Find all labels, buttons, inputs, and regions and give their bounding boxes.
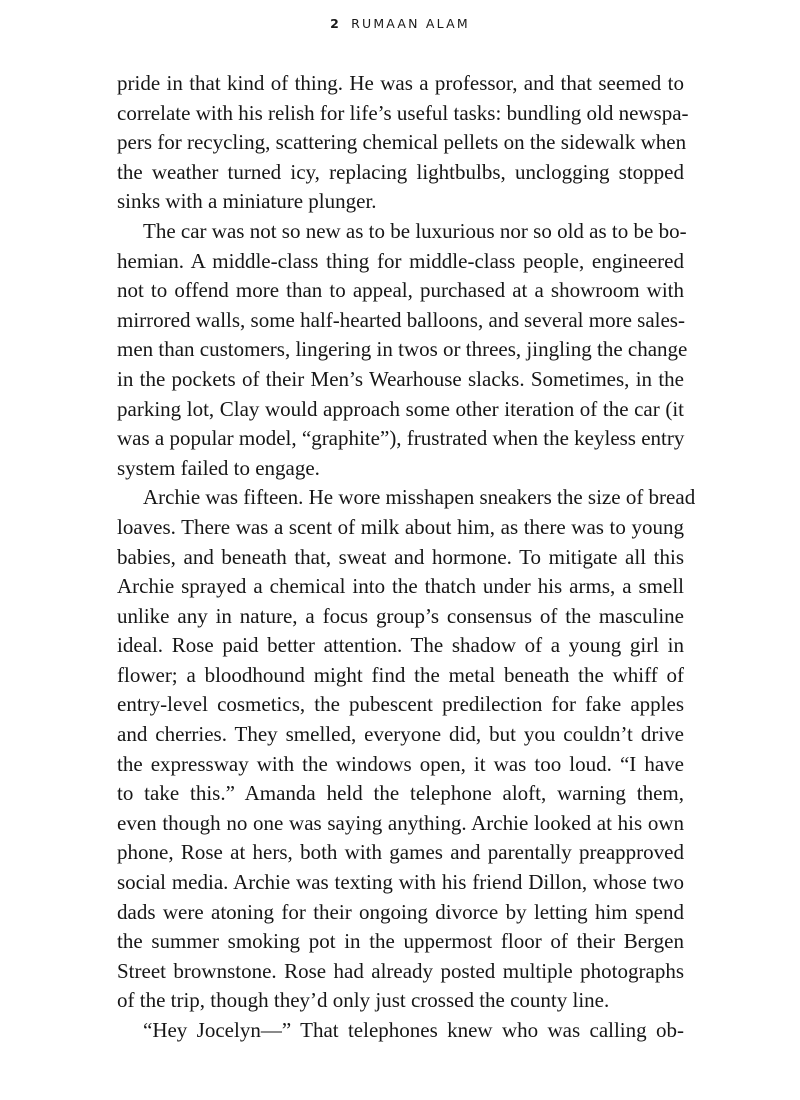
text-line: ideal. Rose paid better attention. The shadow of a young girl in [117, 633, 684, 658]
text-line: “Hey Jocelyn—” That telephones knew who was calling ob- [143, 1018, 684, 1042]
paragraph [117, 483, 696, 1016]
paragraph [117, 69, 689, 217]
text-line: Archie sprayed a chemical into the thatch under his arms, a smell [117, 574, 684, 599]
text-line: phone, Rose at hers, both with games and parentally preapproved [117, 840, 684, 865]
text-line: Archie was fifteen. He wore misshapen sneakers the size of bread [143, 485, 696, 510]
text-line: the expressway with the windows open, it was too loud. “I have [117, 751, 684, 776]
page-number: 2 [330, 16, 342, 31]
text-line: pride in that kind of thing. He was a professor, and that seemed to [117, 71, 684, 95]
text-line: even though no one was saying anything. Archie looked at his own [117, 810, 684, 835]
text-line: dads were atoning for their ongoing divorce by letting him spend [117, 899, 684, 924]
text-line: of the trip, though they’d only just crossed the county line. [117, 988, 610, 1013]
text-line: unlike any in nature, a focus group’s consensus of the masculine [117, 603, 684, 628]
text-line: not to offend more than to appeal, purchased at a showroom with [117, 278, 684, 303]
text-line: the weather turned icy, replacing lightbulbs, unclogging stopped [117, 159, 684, 184]
text-line: mirrored walls, some half-hearted balloons, and several more sales- [117, 307, 685, 332]
text-line: hemian. A middle-class thing for middle-class people, engineered [117, 248, 684, 273]
author-name: RUMAAN ALAM [351, 16, 470, 31]
running-head [0, 15, 800, 33]
text-line: babies, and beneath that, sweat and hormone. To mitigate all this [117, 544, 684, 569]
text-line: Street brownstone. Rose had already posted multiple photographs [117, 958, 684, 983]
text-line: flower; a bloodhound might find the metal beneath the whiff of [117, 662, 684, 687]
text-line: sinks with a miniature plunger. [117, 189, 377, 214]
text-line: loaves. There was a scent of milk about him, as there was to young [117, 514, 684, 539]
text-line: pers for recycling, scattering chemical pellets on the sidewalk when [117, 130, 687, 155]
text-line: men than customers, lingering in twos or threes, jingling the change [117, 337, 688, 362]
text-line: and cherries. They smelled, everyone did, but you couldn’t drive [117, 722, 684, 747]
text-line: in the pockets of their Men’s Wearhouse slacks. Sometimes, in the [117, 366, 684, 391]
text-line: the summer smoking pot in the uppermost floor of their Bergen [117, 929, 684, 954]
text-line: was a popular model, “graphite”), frustrated when the keyless entry [117, 426, 685, 451]
body-text [117, 69, 696, 1046]
text-line: The car was not so new as to be luxurious nor so old as to be bo- [143, 218, 687, 243]
text-line: to take this.” Amanda held the telephone aloft, warning them, [117, 781, 684, 806]
text-line: social media. Archie was texting with his friend Dillon, whose two [117, 870, 684, 895]
paragraph [117, 217, 688, 483]
text-line: correlate with his relish for life’s useful tasks: bundling old newspa- [117, 100, 689, 125]
paragraph [117, 1016, 684, 1046]
text-line: system failed to engage. [117, 455, 320, 480]
text-line: entry-level cosmetics, the pubescent predilection for fake apples [117, 692, 684, 717]
text-line: parking lot, Clay would approach some other iteration of the car (it [117, 396, 684, 421]
